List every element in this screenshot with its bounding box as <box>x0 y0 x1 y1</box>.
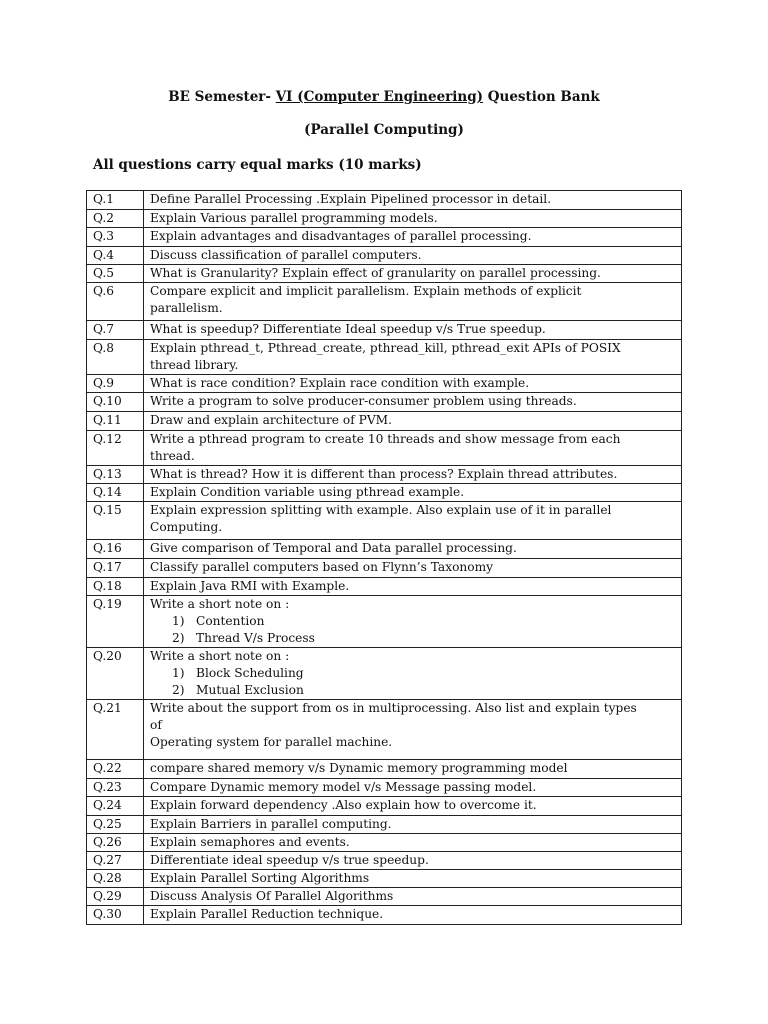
question-row <box>87 648 682 700</box>
question-row <box>87 700 682 760</box>
question-number: Q.23 <box>87 779 144 797</box>
question-text <box>144 283 682 321</box>
question-text-line: Write a program to solve producer-consumer problem using threads. <box>150 394 577 408</box>
question-row <box>87 191 682 210</box>
question-number: Q.26 <box>87 834 144 852</box>
question-text <box>144 852 682 870</box>
question-text <box>144 797 682 816</box>
question-number: Q.10 <box>87 393 144 412</box>
question-text-line: Define Parallel Processing .Explain Pipelined processor in detail. <box>150 192 552 206</box>
question-text <box>144 484 682 502</box>
question-number: Q.19 <box>87 596 144 648</box>
question-number: Q.20 <box>87 648 144 700</box>
question-text-line: Explain Various parallel programming models. <box>150 211 438 225</box>
question-number: Q.21 <box>87 700 144 760</box>
question-text <box>144 906 682 925</box>
question-text-line: Explain expression splitting with example. Also explain use of it in parallel <box>150 503 612 517</box>
question-number: Q.29 <box>87 888 144 906</box>
question-number: Q.12 <box>87 431 144 466</box>
question-text <box>144 210 682 228</box>
question-text-line: Write a short note on : <box>150 597 290 611</box>
question-text <box>144 340 682 375</box>
question-text <box>144 321 682 340</box>
question-text-line: Explain Parallel Reduction technique. <box>150 907 384 921</box>
question-text-line: thread library. <box>150 358 239 372</box>
question-text <box>144 870 682 888</box>
question-row <box>87 466 682 484</box>
question-text <box>144 375 682 393</box>
question-text-line: Differentiate ideal speedup v/s true speedup. <box>150 853 429 867</box>
question-number: Q.9 <box>87 375 144 393</box>
sub-question-text: Contention <box>196 614 265 628</box>
question-text <box>144 816 682 834</box>
question-number: Q.28 <box>87 870 144 888</box>
question-row <box>87 888 682 906</box>
sub-question-text: Thread V/s Process <box>196 631 315 645</box>
question-text-line: of <box>150 718 162 732</box>
question-text-line: parallelism. <box>150 301 223 315</box>
question-row <box>87 502 682 540</box>
question-text <box>144 393 682 412</box>
question-number: Q.11 <box>87 412 144 431</box>
question-text <box>144 265 682 283</box>
sub-question-number: 1) <box>172 666 185 680</box>
question-text-line: Compare explicit and implicit parallelism. Explain methods of explicit <box>150 284 582 298</box>
question-number: Q.7 <box>87 321 144 340</box>
question-row <box>87 210 682 228</box>
question-text <box>144 888 682 906</box>
question-text-line: Explain Condition variable using pthread example. <box>150 485 465 499</box>
question-text-line: Explain pthread_t, Pthread_create, pthread_kill, pthread_exit APIs of POSIX <box>150 341 621 355</box>
question-number: Q.8 <box>87 340 144 375</box>
question-text <box>144 247 682 265</box>
question-row <box>87 375 682 393</box>
question-row <box>87 540 682 559</box>
sub-question-item <box>150 665 677 682</box>
marks-note: All questions carry equal marks (10 marks) <box>93 157 422 173</box>
question-text-line: Compare Dynamic memory model v/s Message passing model. <box>150 780 537 794</box>
sub-question-item <box>150 613 677 630</box>
question-row <box>87 559 682 578</box>
question-table <box>86 190 682 925</box>
question-number: Q.14 <box>87 484 144 502</box>
question-text-line: Write a pthread program to create 10 threads and show message from each <box>150 432 621 446</box>
title-suffix: Question Bank <box>483 89 600 105</box>
question-row <box>87 412 682 431</box>
question-text <box>144 834 682 852</box>
question-number: Q.15 <box>87 502 144 540</box>
question-text <box>144 779 682 797</box>
question-text-line: Operating system for parallel machine. <box>150 735 393 749</box>
question-text <box>144 578 682 596</box>
question-text <box>144 596 682 648</box>
question-text <box>144 700 682 760</box>
question-number: Q.5 <box>87 265 144 283</box>
question-number: Q.24 <box>87 797 144 816</box>
question-text-line: Discuss classification of parallel computers. <box>150 248 422 262</box>
question-text <box>144 412 682 431</box>
question-text <box>144 502 682 540</box>
question-row <box>87 265 682 283</box>
sub-question-item <box>150 630 677 647</box>
document-title <box>0 88 768 106</box>
sub-question-number: 2) <box>172 683 185 697</box>
question-text-line: Discuss Analysis Of Parallel Algorithms <box>150 889 394 903</box>
question-row <box>87 321 682 340</box>
question-number: Q.27 <box>87 852 144 870</box>
question-text-line: What is race condition? Explain race condition with example. <box>150 376 530 390</box>
question-row <box>87 228 682 247</box>
question-row <box>87 779 682 797</box>
question-number: Q.4 <box>87 247 144 265</box>
question-text-line: Explain advantages and disadvantages of parallel processing. <box>150 229 532 243</box>
question-number: Q.30 <box>87 906 144 925</box>
question-text-line: What is speedup? Differentiate Ideal speedup v/s True speedup. <box>150 322 546 336</box>
question-number: Q.1 <box>87 191 144 210</box>
question-text-line: thread. <box>150 449 195 463</box>
question-row <box>87 247 682 265</box>
question-text <box>144 228 682 247</box>
question-number: Q.2 <box>87 210 144 228</box>
question-text-line: Computing. <box>150 520 223 534</box>
sub-question-text: Block Scheduling <box>196 666 304 680</box>
subject-title: (Parallel Computing) <box>304 122 464 138</box>
question-number: Q.13 <box>87 466 144 484</box>
question-table-body <box>87 191 682 925</box>
question-text-line: Write a short note on : <box>150 649 290 663</box>
question-text <box>144 760 682 779</box>
question-row <box>87 283 682 321</box>
question-row <box>87 393 682 412</box>
question-text-line: Classify parallel computers based on Flynn’s Taxonomy <box>150 560 494 574</box>
question-text <box>144 648 682 700</box>
question-row <box>87 340 682 375</box>
title-prefix: BE Semester- <box>168 89 276 105</box>
question-text-line: compare shared memory v/s Dynamic memory programming model <box>150 761 568 775</box>
question-row <box>87 578 682 596</box>
question-text-line: What is Granularity? Explain effect of granularity on parallel processing. <box>150 266 601 280</box>
question-text <box>144 559 682 578</box>
question-row <box>87 797 682 816</box>
question-number: Q.25 <box>87 816 144 834</box>
question-text-line: Explain forward dependency .Also explain how to overcome it. <box>150 798 537 812</box>
question-number: Q.6 <box>87 283 144 321</box>
sub-question-text: Mutual Exclusion <box>196 683 304 697</box>
question-row <box>87 834 682 852</box>
question-text <box>144 431 682 466</box>
question-text-line: Write about the support from os in multiprocessing. Also list and explain types <box>150 701 637 715</box>
question-text-line: Give comparison of Temporal and Data parallel processing. <box>150 541 517 555</box>
question-text-line: What is thread? How it is different than process? Explain thread attributes. <box>150 467 618 481</box>
question-row <box>87 870 682 888</box>
question-number: Q.22 <box>87 760 144 779</box>
question-row <box>87 760 682 779</box>
question-row <box>87 596 682 648</box>
question-row <box>87 906 682 925</box>
question-row <box>87 852 682 870</box>
question-row <box>87 816 682 834</box>
question-number: Q.17 <box>87 559 144 578</box>
question-text <box>144 191 682 210</box>
question-text-line: Explain semaphores and events. <box>150 835 350 849</box>
question-text <box>144 466 682 484</box>
question-text <box>144 540 682 559</box>
question-number: Q.18 <box>87 578 144 596</box>
title-semester-branch: VI (Computer Engineering) <box>275 89 484 105</box>
sub-question-number: 2) <box>172 631 185 645</box>
question-text-line: Explain Parallel Sorting Algorithms <box>150 871 370 885</box>
sub-question-number: 1) <box>172 614 185 628</box>
question-text-line: Explain Barriers in parallel computing. <box>150 817 392 831</box>
question-number: Q.16 <box>87 540 144 559</box>
sub-question-item <box>150 682 677 699</box>
question-row <box>87 431 682 466</box>
question-number: Q.3 <box>87 228 144 247</box>
question-text-line: Explain Java RMI with Example. <box>150 579 350 593</box>
question-text-line: Draw and explain architecture of PVM. <box>150 413 392 427</box>
question-row <box>87 484 682 502</box>
